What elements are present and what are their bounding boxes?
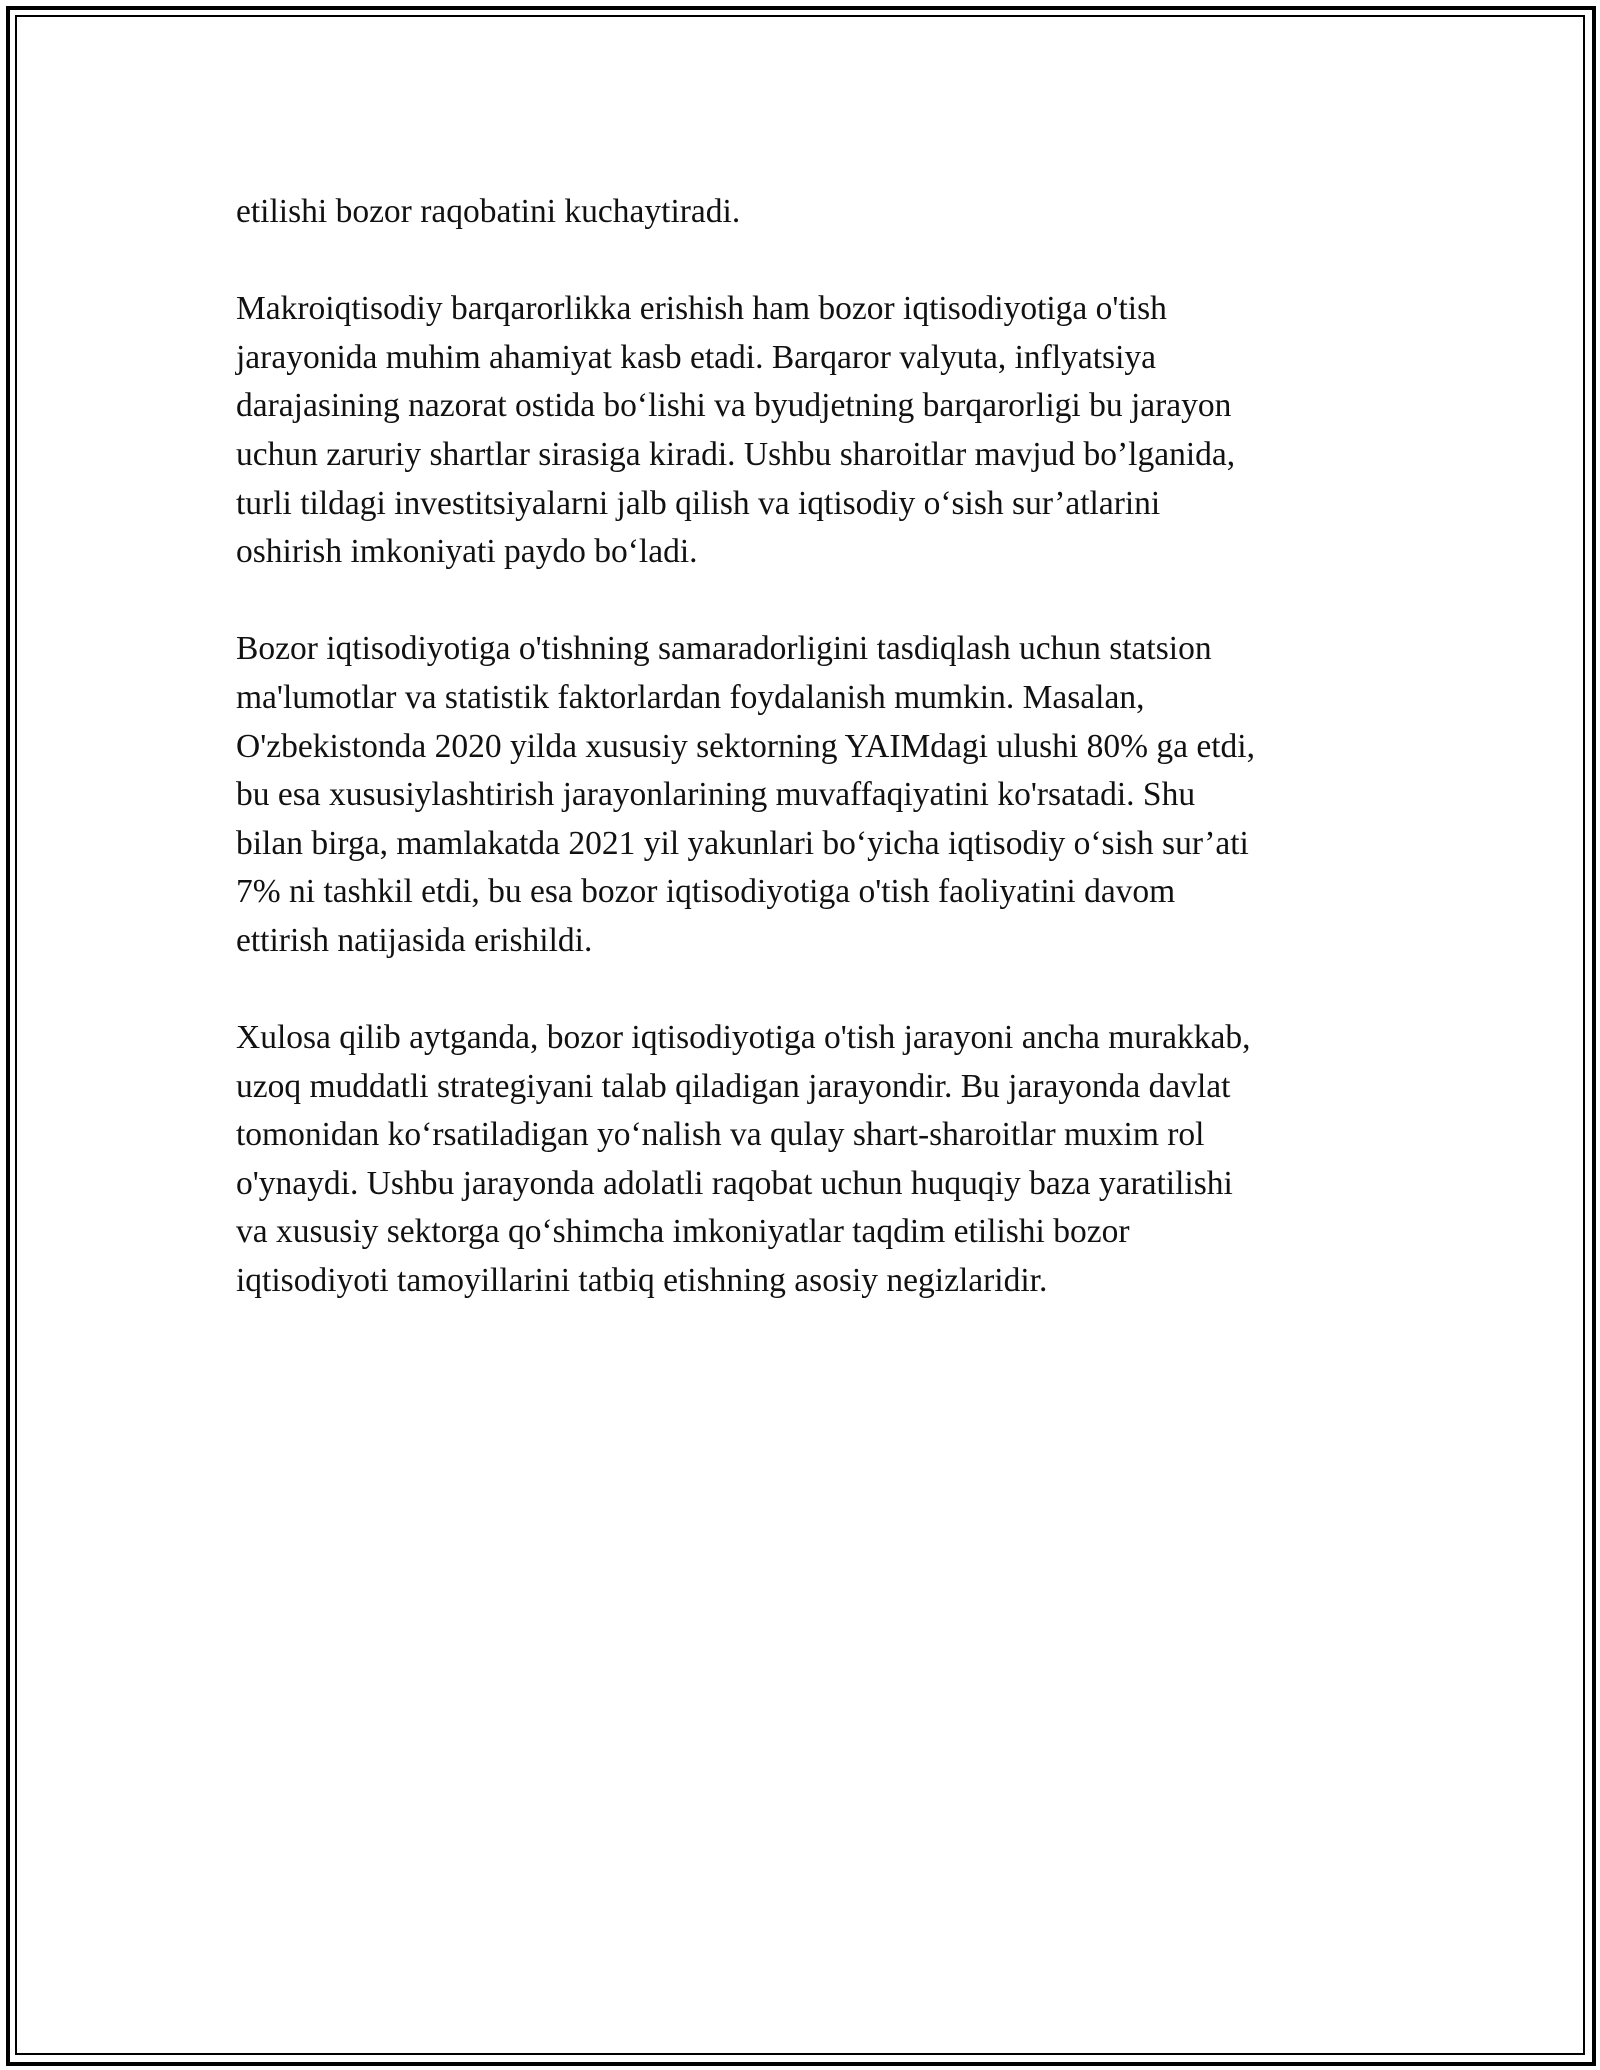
document-body xyxy=(236,188,1376,1354)
paragraph-statistics: Bozor iqtisodiyotiga o'tishning samaradorligini tasdiqlash uchun statsion ma'lumotlar va statistik faktorlardan foydalanish mumkin. Masalan, O'zbekistonda 2020 yilda xususiy sektorning YAIMdagi ulushi 80% ga etdi, bu esa xususiylashtirish jarayonlarining muvaffaqiyatini ko'rsatadi. Shu bilan birga, mamlakatda 2021 yil yakunlari bo‘yicha iqtisodiy o‘sish sur’ati 7% ni tashkil etdi, bu esa bozor iqtisodiyotiga o'tish faoliyatini davom ettirish natijasida erishildi. xyxy=(236,630,1255,959)
paragraph-conclusion: Xulosa qilib aytganda, bozor iqtisodiyotiga o'tish jarayoni ancha murakkab, uzoq muddatli strategiyani talab qiladigan jarayondir. Bu jarayonda davlat tomonidan ko‘rsatiladigan yo‘nalish va qulay shart-sharoitlar muxim rol o'ynaydi. Ushbu jarayonda adolatli raqobat uchun huquqiy baza yaratilishi va xususiy sektorga qo‘shimcha imkoniyatlar taqdim etilishi bozor iqtisodiyoti tamoyillarini tatbiq etishning asosiy negizlaridir. xyxy=(236,1019,1251,1300)
paragraph-continuation: etilishi bozor raqobatini kuchaytiradi. xyxy=(236,193,741,230)
paragraph-macroeconomic-stability: Makroiqtisodiy barqarorlikka erishish ham bozor iqtisodiyotiga o'tish jarayonida muhim ahamiyat kasb etadi. Barqaror valyuta, inflyatsiya darajasining nazorat ostida bo‘lishi va byudjetning barqarorligi bu jarayon uchun zaruriy shartlar sirasiga kiradi. Ushbu sharoitlar mavjud bo’lganida, turli tildagi investitsiyalarni jalb qilish va iqtisodiy o‘sish sur’atlarini oshirish imkoniyati paydo bo‘ladi. xyxy=(236,290,1236,571)
